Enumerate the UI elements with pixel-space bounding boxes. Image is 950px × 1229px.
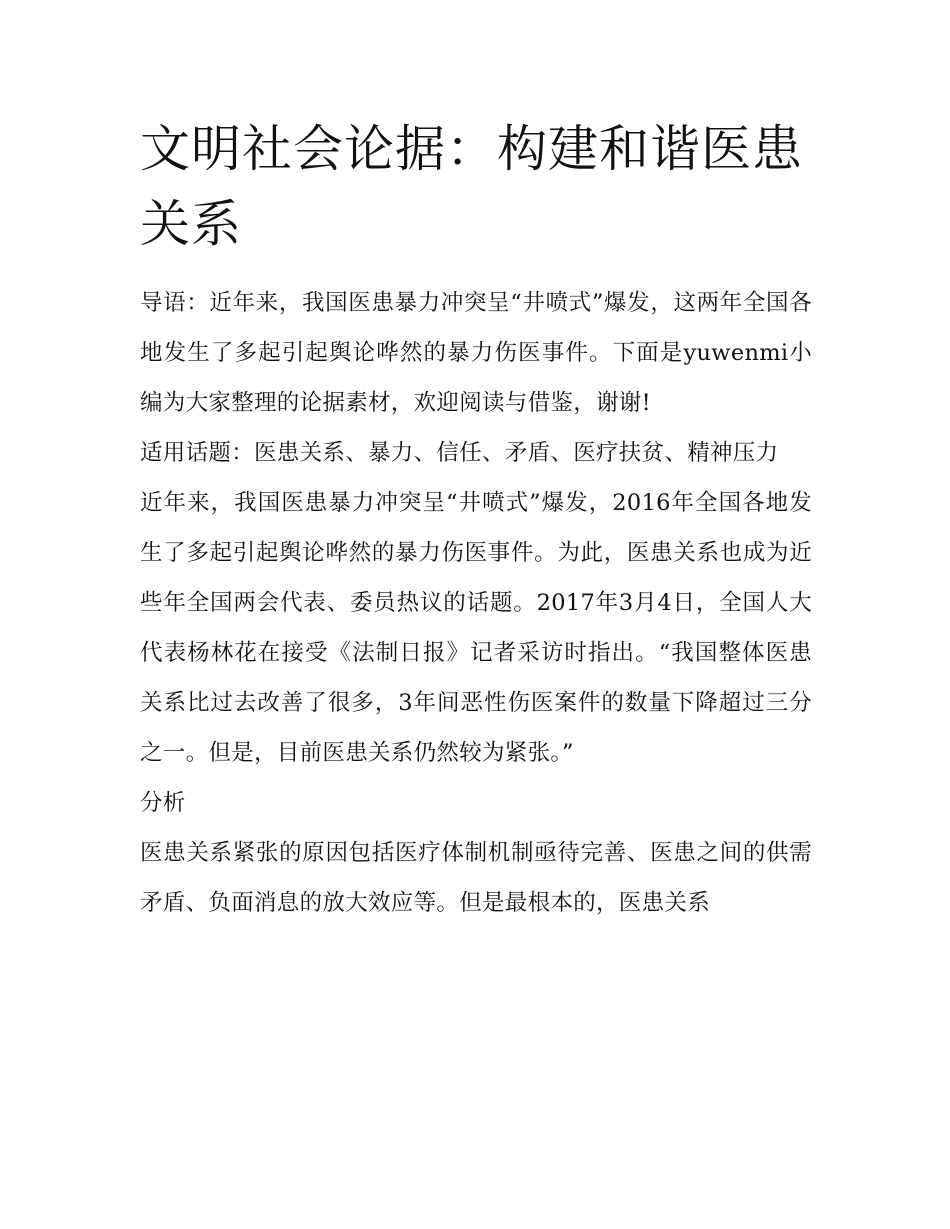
intro-paragraph: 导语：近年来，我国医患暴力冲突呈“井喷式”爆发，这两年全国各地发生了多起引起舆论哗然的暴力伤医事件。下面是yuwenmi小编为大家整理的论据素材，欢迎阅读与借鉴，谢谢! (140, 290, 812, 416)
body-paragraph: 近年来，我国医患暴力冲突呈“井喷式”爆发，2016年全国各地发生了多起引起舆论哗然的暴力伤医事件。为此，医患关系也成为近些年全国两会代表、委员热议的话题。2017年3月4日，全国人大代表杨林花在接受《法制日报》记者采访时指出。“我国整体医患关系比过去改善了很多，3年间恶性伤医案件的数量下降超过三分之一。但是，目前医患关系仍然较为紧张。” (140, 490, 812, 766)
document-title (140, 112, 812, 262)
section-heading-analysis: 分析 (140, 790, 186, 816)
document-title-line-2: 关系 (140, 195, 242, 253)
document-title-line-1: 文明社会论据：构建和谐医患 (140, 120, 803, 178)
topics-paragraph: 适用话题：医患关系、暴力、信任、矛盾、医疗扶贫、精神压力 (140, 440, 779, 466)
document-page (140, 112, 812, 928)
analysis-paragraph: 医患关系紧张的原因包括医疗体制机制亟待完善、医患之间的供需矛盾、负面消息的放大效应等。但是最根本的，医患关系 (140, 840, 812, 916)
